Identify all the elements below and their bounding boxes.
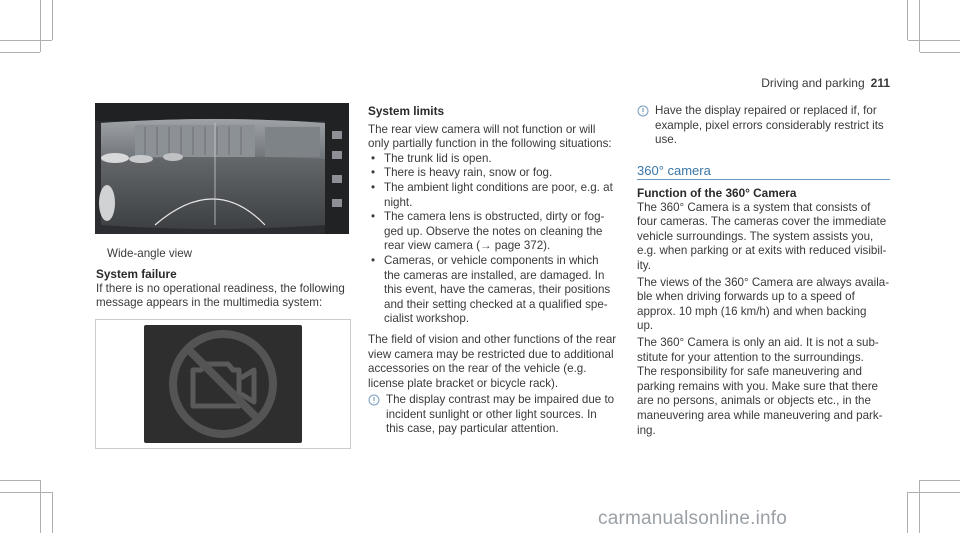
- limits-list: [368, 152, 630, 327]
- list-item: • The trunk lid is open.: [368, 152, 630, 167]
- running-header: [761, 76, 890, 90]
- system-failure-title: System failure: [96, 267, 177, 281]
- crop-mark: [920, 480, 960, 481]
- crop-mark: [908, 492, 960, 493]
- section-rule: [637, 179, 890, 180]
- crop-mark: [919, 0, 920, 52]
- crop-mark: [52, 492, 53, 533]
- crop-mark: [0, 480, 40, 481]
- figure-caption: Wide-angle view: [107, 247, 193, 260]
- contrast-note: The display contrast may be impaired due to incident sunlight or other light sources. In this case, pay particular attention.: [368, 393, 630, 437]
- header-section: Driving and parking: [761, 76, 865, 90]
- system-limits-block: [368, 104, 630, 437]
- crop-mark: [0, 40, 52, 41]
- system-failure-text: If there is no operational readiness, the following message appears in the multimedia system:: [96, 281, 345, 310]
- list-item: • The camera lens is obstructed, dirty or fog- ged up. Observe the notes on cleaning the rear view camera (→ page 372).: [368, 210, 630, 254]
- crop-mark: [40, 0, 41, 52]
- crop-mark: [0, 52, 40, 53]
- crop-mark: [40, 480, 41, 533]
- list-item: • The ambient light conditions are poor, e.g. at night.: [368, 181, 630, 210]
- wide-angle-camera-image: [95, 103, 349, 234]
- system-limits-intro: The rear view camera will not function or will only partially function in the following situations:: [368, 122, 612, 151]
- camera-unavailable-frame: [95, 319, 351, 449]
- display-repair-note: Have the display repaired or replaced if, for example, pixel errors considerably restrict its use.: [637, 104, 899, 148]
- section-title-360-camera: 360° camera: [637, 163, 711, 178]
- display-note-block: [637, 104, 899, 148]
- function-paragraph-1: The 360° Camera is a system that consists of four cameras. The cameras cover the immediate vehicle surroundings. The system assists you, e.g. when parking or at exits with reduced visibil- ity.: [637, 200, 887, 272]
- crop-mark: [920, 52, 960, 53]
- crop-mark: [908, 40, 960, 41]
- function-paragraph-3: The 360° Camera is only an aid. It is not a sub- stitute for your attention to the surroundings. The responsibility for safe maneuvering and parking remains with you. Make sure that there are no persons, animals or objects etc., in the maneuvering area while maneuvering and park- ing.: [637, 335, 883, 437]
- function-block: [637, 186, 899, 444]
- list-item: • There is heavy rain, snow or fog.: [368, 166, 630, 181]
- crop-mark: [52, 0, 53, 40]
- crop-mark: [907, 0, 908, 40]
- function-title: Function of the 360° Camera: [637, 186, 797, 200]
- camera-image-frame: [95, 103, 349, 234]
- field-of-vision-text: The field of vision and other functions of the rear view camera may be restricted due to additional accessories on the rear of the vehicle (e.g. license plate bracket or bicycle rack).: [368, 332, 617, 390]
- camera-unavailable-display: [96, 320, 350, 448]
- crop-mark: [919, 480, 920, 533]
- page-number: 211: [870, 76, 890, 90]
- system-failure-block: [96, 267, 352, 317]
- info-note-icon: [368, 394, 380, 406]
- crop-mark: [0, 492, 52, 493]
- info-note-icon: [637, 105, 649, 117]
- system-limits-title: System limits: [368, 104, 445, 118]
- function-paragraph-2: The views of the 360° Camera are always availa- ble when driving forwards up to a speed of approx. 10 mph (16 km/h) and when backing up.: [637, 275, 890, 333]
- list-item: • Cameras, or vehicle components in which the cameras are installed, are damaged. In this event, have the cameras, their positions and their setting checked at a qualified spe- cialist workshop.: [368, 254, 630, 327]
- watermark: carmanualsonline.info: [598, 508, 788, 529]
- crop-mark: [907, 492, 908, 533]
